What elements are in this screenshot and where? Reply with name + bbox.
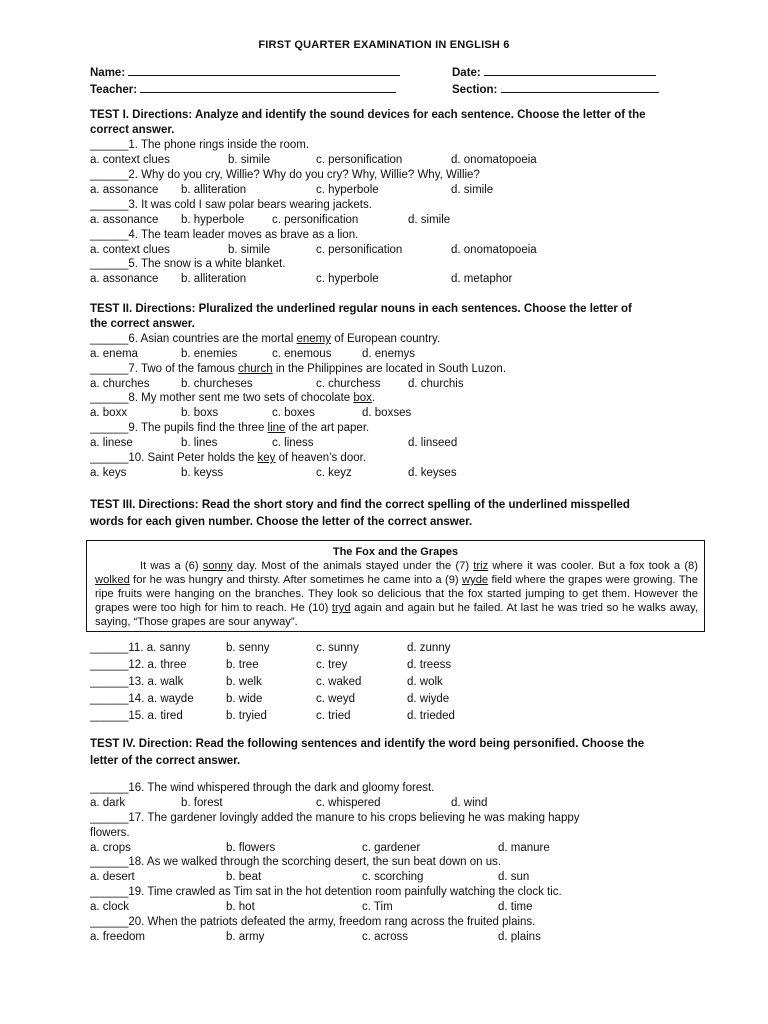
option-c: c. weyd <box>316 693 355 705</box>
question-label: ______15. a. tired <box>90 710 183 722</box>
option-c: c. boxes <box>272 407 315 419</box>
option-b: b. hot <box>226 901 255 913</box>
option-d: d. linseed <box>408 437 458 449</box>
option-b: b. boxs <box>181 407 219 419</box>
question-19: ______19. Time crawled as Tim sat in the hot detention room painfully watching the clock tic. <box>90 886 562 898</box>
question-8: ______8. My mother sent me two sets of chocolate box. <box>90 392 376 404</box>
option-c: c. Tim <box>362 901 393 913</box>
option-c: c. enemous <box>272 348 332 360</box>
question-9: ______9. The pupils find the three line of the art paper. <box>90 422 370 434</box>
option-a: a. assonance <box>90 214 159 226</box>
option-b: b. wide <box>226 693 263 705</box>
test4-directions: TEST IV. Direction: Read the following sentences and identify the word being personified. Choose the letter of the correct answer. <box>90 738 645 767</box>
option-d: d. zunny <box>407 642 451 654</box>
option-c: c. trey <box>316 659 348 671</box>
option-b: b. beat <box>226 871 262 883</box>
date-label: Date: <box>452 67 481 79</box>
option-c: c. liness <box>272 437 314 449</box>
option-c: c. tried <box>316 710 351 722</box>
underlined-word: line <box>267 422 286 434</box>
story-text: It was a (6) sonny day. Most of the animals stayed under the (7) triz where it was cooler. But a fox took a (8) wolked for he was hungry and thirsty. After sometimes he came into a (9) wyde field where the grapes were growing. The ripe fruits were hanging on the branches. They look so delicious that the fox started jumping to get them. However the grapes were too high for him to reach. He (10) tryd again and again but he failed. At last he was tried so he walks away, saying, “Those grapes are sour anyway”. <box>95 560 698 628</box>
option-c: c. waked <box>316 676 362 688</box>
question-19-options <box>90 900 690 915</box>
option-a: a. freedom <box>90 931 145 943</box>
underlined-word: enemy <box>296 333 332 345</box>
question-15 <box>90 709 690 724</box>
option-a: a. churches <box>90 378 150 390</box>
question-17-options <box>90 841 690 856</box>
option-a: a. keys <box>90 467 127 479</box>
option-c: c. personification <box>272 214 359 226</box>
teacher-field <box>90 81 396 96</box>
question-3: ______3. It was cold I saw polar bears wearing jackets. <box>90 199 372 211</box>
name-label: Name: <box>90 67 126 79</box>
option-a: a. boxx <box>90 407 128 419</box>
question-5: ______5. The snow is a white blanket. <box>90 258 286 270</box>
question-13 <box>90 675 690 690</box>
question-10-options <box>90 466 690 481</box>
option-b: b. simile <box>228 244 271 256</box>
option-d: d. treess <box>407 659 452 671</box>
question-9-options <box>90 436 690 451</box>
question-6: ______6. Asian countries are the mortal enemy of European country. <box>90 333 441 345</box>
name-line <box>128 64 400 76</box>
option-a: a. linese <box>90 437 133 449</box>
question-11 <box>90 641 690 656</box>
option-d: d. boxses <box>362 407 412 419</box>
option-d: d. enemys <box>362 348 416 360</box>
underlined-word: key <box>257 452 276 464</box>
option-b: b. simile <box>228 154 271 166</box>
option-b: b. churcheses <box>181 378 253 390</box>
misspelled-word: sonny <box>202 560 233 572</box>
option-c: c. scorching <box>362 871 424 883</box>
section-label: Section: <box>452 84 498 96</box>
question-3-options <box>90 213 690 228</box>
question-1-options <box>90 153 690 168</box>
section-line <box>501 81 659 93</box>
question-17: ______17. The gardener lovingly added the manure to his crops believing he was making happy <box>90 812 580 824</box>
question-18: ______18. As we walked through the scorching desert, the sun beat down on us. <box>90 856 502 868</box>
option-a: a. assonance <box>90 184 159 196</box>
option-d: d. plains <box>498 931 541 943</box>
question-17-continued: flowers. <box>90 827 130 839</box>
option-d: d. time <box>498 901 533 913</box>
story-title: The Fox and the Grapes <box>332 546 459 558</box>
misspelled-word: wolked <box>95 574 130 586</box>
option-c: c. keyz <box>316 467 352 479</box>
question-16: ______16. The wind whispered through the dark and gloomy forest. <box>90 782 435 794</box>
option-a: a. dark <box>90 797 126 809</box>
misspelled-word: triz <box>473 560 489 572</box>
option-d: d. onomatopoeia <box>451 154 537 166</box>
option-d: d. simile <box>451 184 494 196</box>
question-label: ______12. a. three <box>90 659 187 671</box>
option-b: b. tryied <box>226 710 267 722</box>
option-c: c. hyperbole <box>316 184 379 196</box>
question-16-options <box>90 796 690 811</box>
option-b: b. forest <box>181 797 223 809</box>
question-label: ______13. a. walk <box>90 676 184 688</box>
teacher-label: Teacher: <box>90 84 138 96</box>
date-field <box>452 64 656 79</box>
story-box <box>86 540 705 632</box>
option-d: d. manure <box>498 842 550 854</box>
option-b: b. army <box>226 931 265 943</box>
question-8-options <box>90 406 690 421</box>
teacher-line <box>140 81 396 93</box>
question-4: ______4. The team leader moves as brave as a lion. <box>90 229 359 241</box>
option-c: c. personification <box>316 154 403 166</box>
option-a: a. context clues <box>90 154 170 166</box>
option-a: a. enema <box>90 348 138 360</box>
question-14 <box>90 692 690 707</box>
option-c: c. whispered <box>316 797 381 809</box>
option-c: c. personification <box>316 244 403 256</box>
option-b: b. alliteration <box>181 184 247 196</box>
test2-directions: TEST II. Directions: Pluralized the underlined regular nouns in each sentences. Choose the letter of the correct answer. <box>90 303 632 330</box>
question-12 <box>90 658 690 673</box>
name-field <box>90 64 400 79</box>
option-b: b. hyperbole <box>181 214 245 226</box>
question-10: ______10. Saint Peter holds the key of heaven’s door. <box>90 452 367 464</box>
option-d: d. wolk <box>407 676 443 688</box>
option-b: b. keyss <box>181 467 224 479</box>
option-d: d. wiyde <box>407 693 450 705</box>
option-d: d. churchis <box>408 378 464 390</box>
option-a: a. clock <box>90 901 129 913</box>
option-d: d. onomatopoeia <box>451 244 537 256</box>
underlined-word: church <box>238 363 273 375</box>
section-field <box>452 81 659 96</box>
option-b: b. lines <box>181 437 218 449</box>
exam-title: FIRST QUARTER EXAMINATION IN ENGLISH 6 <box>258 39 510 51</box>
question-2: ______2. Why do you cry, Willie? Why do you cry? Why, Willie? Why, Willie? <box>90 169 480 181</box>
option-a: a. assonance <box>90 273 159 285</box>
question-7: ______7. Two of the famous church in the Philippines are located in South Luzon. <box>90 363 507 375</box>
question-20-options <box>90 930 690 945</box>
question-1: ______1. The phone rings inside the room. <box>90 139 310 151</box>
question-4-options <box>90 243 690 258</box>
option-b: b. welk <box>226 676 262 688</box>
option-d: d. simile <box>408 214 451 226</box>
question-6-options <box>90 347 690 362</box>
option-a: a. crops <box>90 842 131 854</box>
question-label: ______14. a. wayde <box>90 693 194 705</box>
option-c: c. hyperbole <box>316 273 379 285</box>
option-b: b. flowers <box>226 842 276 854</box>
option-c: c. gardener <box>362 842 421 854</box>
misspelled-word: tryd <box>331 602 351 614</box>
option-d: d. keyses <box>408 467 457 479</box>
option-a: a. context clues <box>90 244 170 256</box>
option-d: d. trieded <box>407 710 455 722</box>
option-d: d. metaphor <box>451 273 513 285</box>
option-d: d. wind <box>451 797 488 809</box>
question-20: ______20. When the patriots defeated the army, freedom rang across the fruited plains. <box>90 916 536 928</box>
question-2-options <box>90 183 690 198</box>
misspelled-word: wyde <box>462 574 489 586</box>
option-d: d. sun <box>498 871 530 883</box>
question-label: ______11. a. sanny <box>90 642 191 654</box>
test3-directions: TEST III. Directions: Read the short story and find the correct spelling of the underlined misspelled words for each given number. Choose the letter of the correct answer. <box>90 499 630 528</box>
date-line <box>484 64 656 76</box>
option-c: c. across <box>362 931 409 943</box>
underlined-word: box <box>353 392 372 404</box>
option-c: c. churchess <box>316 378 381 390</box>
option-b: b. enemies <box>181 348 238 360</box>
question-5-options <box>90 272 690 287</box>
option-b: b. tree <box>226 659 259 671</box>
question-18-options <box>90 870 690 885</box>
option-b: b. senny <box>226 642 270 654</box>
option-c: c. sunny <box>316 642 359 654</box>
option-a: a. desert <box>90 871 135 883</box>
question-7-options <box>90 377 690 392</box>
test1-directions: TEST I. Directions: Analyze and identify the sound devices for each sentence. Choose the letter of the correct answer. <box>90 109 646 136</box>
option-b: b. alliteration <box>181 273 247 285</box>
